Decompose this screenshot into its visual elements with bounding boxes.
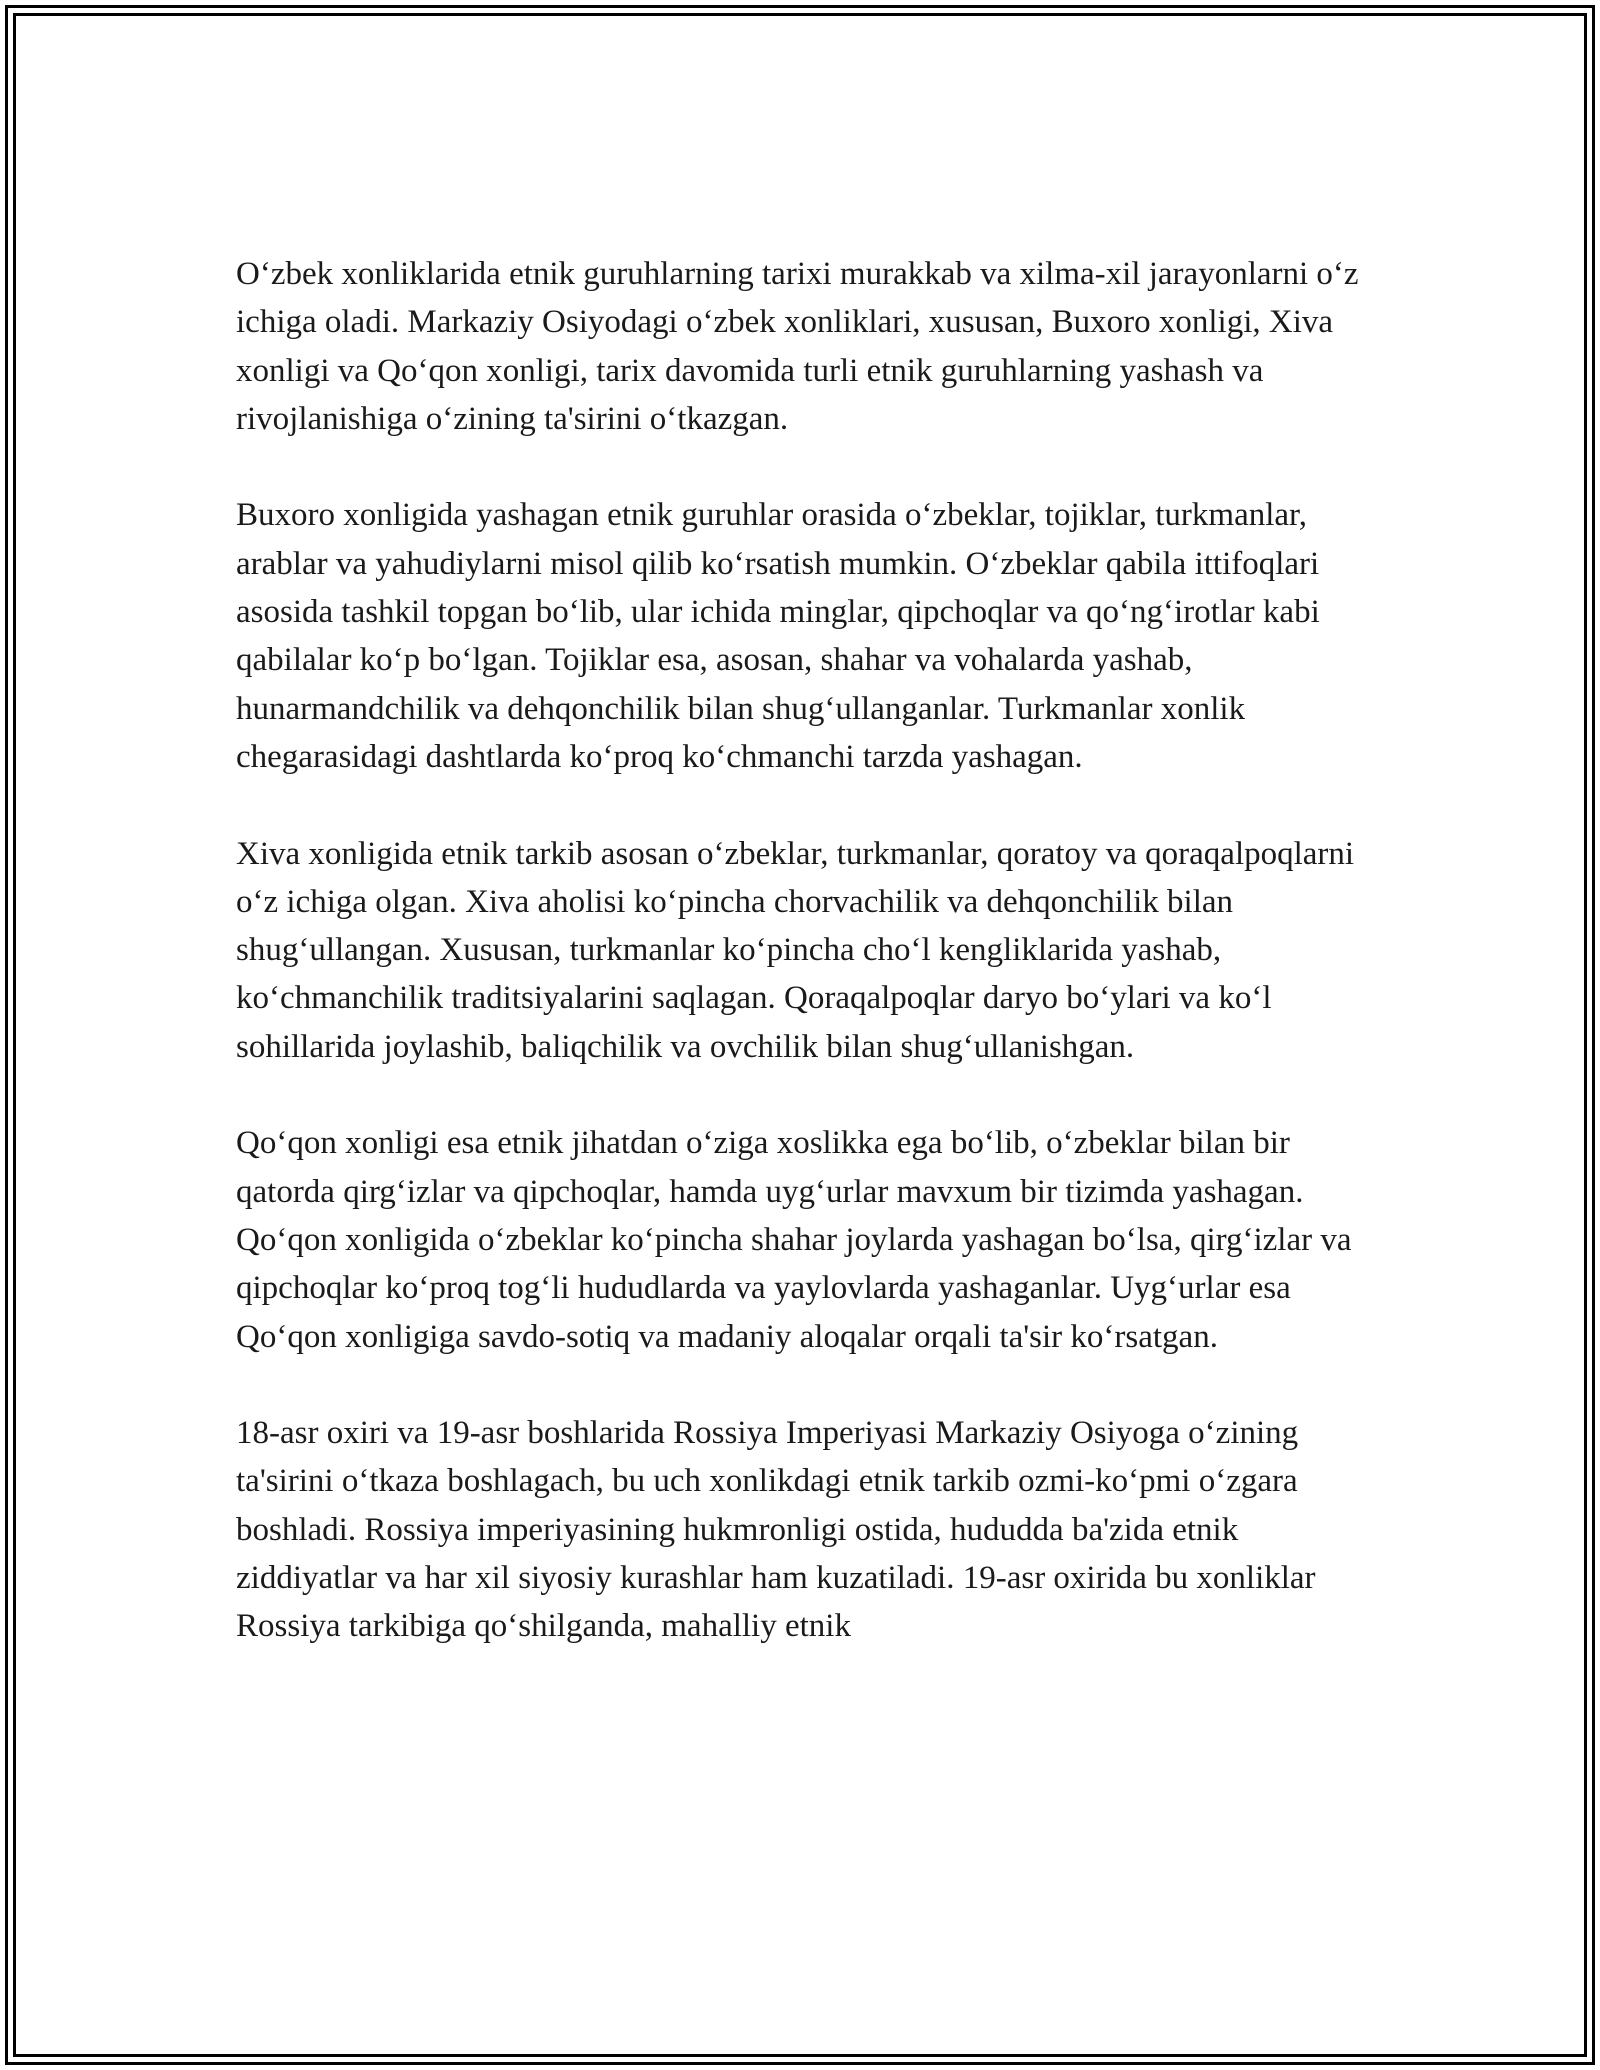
paragraph-2: Buxoro xonligida yashagan etnik guruhlar orasida o‘zbeklar, tojiklar, turkmanlar, arablar va yahudiylarni misol qilib ko‘rsatish mumkin. O‘zbeklar qabila ittifoqlari asosida tashkil topgan bo‘lib, ular ichida minglar, qipchoqlar va qo‘ng‘irotlar kabi qabilalar ko‘p bo‘lgan. Tojiklar esa, asosan, shahar va vohalarda yashab, hunarmandchilik va dehqonchilik bilan shug‘ullanganlar. Turkmanlar xonlik chegarasidagi dashtlarda ko‘proq ko‘chmanchi tarzda yashagan.: [236, 497, 1320, 775]
paragraph-3: Xiva xonligida etnik tarkib asosan o‘zbeklar, turkmanlar, qoratoy va qoraqalpoqlarni o‘z ichiga olgan. Xiva aholisi ko‘pincha chorvachilik va dehqonchilik bilan shug‘ullangan. Xususan, turkmanlar ko‘pincha cho‘l kengliklarida yashab, ko‘chmanchilik traditsiyalarini saqlagan. Qoraqalpoqlar daryo bo‘ylari va ko‘l sohillarida joylashib, baliqchilik va ovchilik bilan shug‘ullanishgan.: [236, 835, 1355, 1065]
document-body: [236, 250, 1386, 1651]
paragraph-1: O‘zbek xonliklarida etnik guruhlarning tarixi murakkab va xilma-xil jarayonlarni o‘z ichiga oladi. Markaziy Osiyodagi o‘zbek xonliklari, xususan, Buxoro xonligi, Xiva xonligi va Qo‘qon xonligi, tarix davomida turli etnik guruhlarning yashash va rivojlanishiga o‘zining ta'sirini o‘tkazgan.: [236, 256, 1359, 437]
paragraph-4: Qo‘qon xonligi esa etnik jihatdan o‘ziga xoslikka ega bo‘lib, o‘zbeklar bilan bir qatorda qirg‘izlar va qipchoqlar, hamda uyg‘urlar mavxum bir tizimda yashagan. Qo‘qon xonligida o‘zbeklar ko‘pincha shahar joylarda yashagan bo‘lsa, qirg‘izlar va qipchoqlar ko‘proq tog‘li hududlarda va yaylovlarda yashaganlar. Uyg‘urlar esa Qo‘qon xonligiga savdo-sotiq va madaniy aloqalar orqali ta'sir ko‘rsatgan.: [236, 1125, 1352, 1355]
paragraph-5: 18-asr oxiri va 19-asr boshlarida Rossiya Imperiyasi Markaziy Osiyoga o‘zining ta'sirini o‘tkaza boshlagach, bu uch xonlikdagi etnik tarkib ozmi-ko‘pmi o‘zgara boshladi. Rossiya imperiyasining hukmronligi ostida, hududda ba'zida etnik ziddiyatlar va har xil siyosiy kurashlar ham kuzatiladi. 19-asr oxirida bu xonliklar Rossiya tarkibiga qo‘shilganda, mahalliy etnik: [236, 1415, 1316, 1645]
